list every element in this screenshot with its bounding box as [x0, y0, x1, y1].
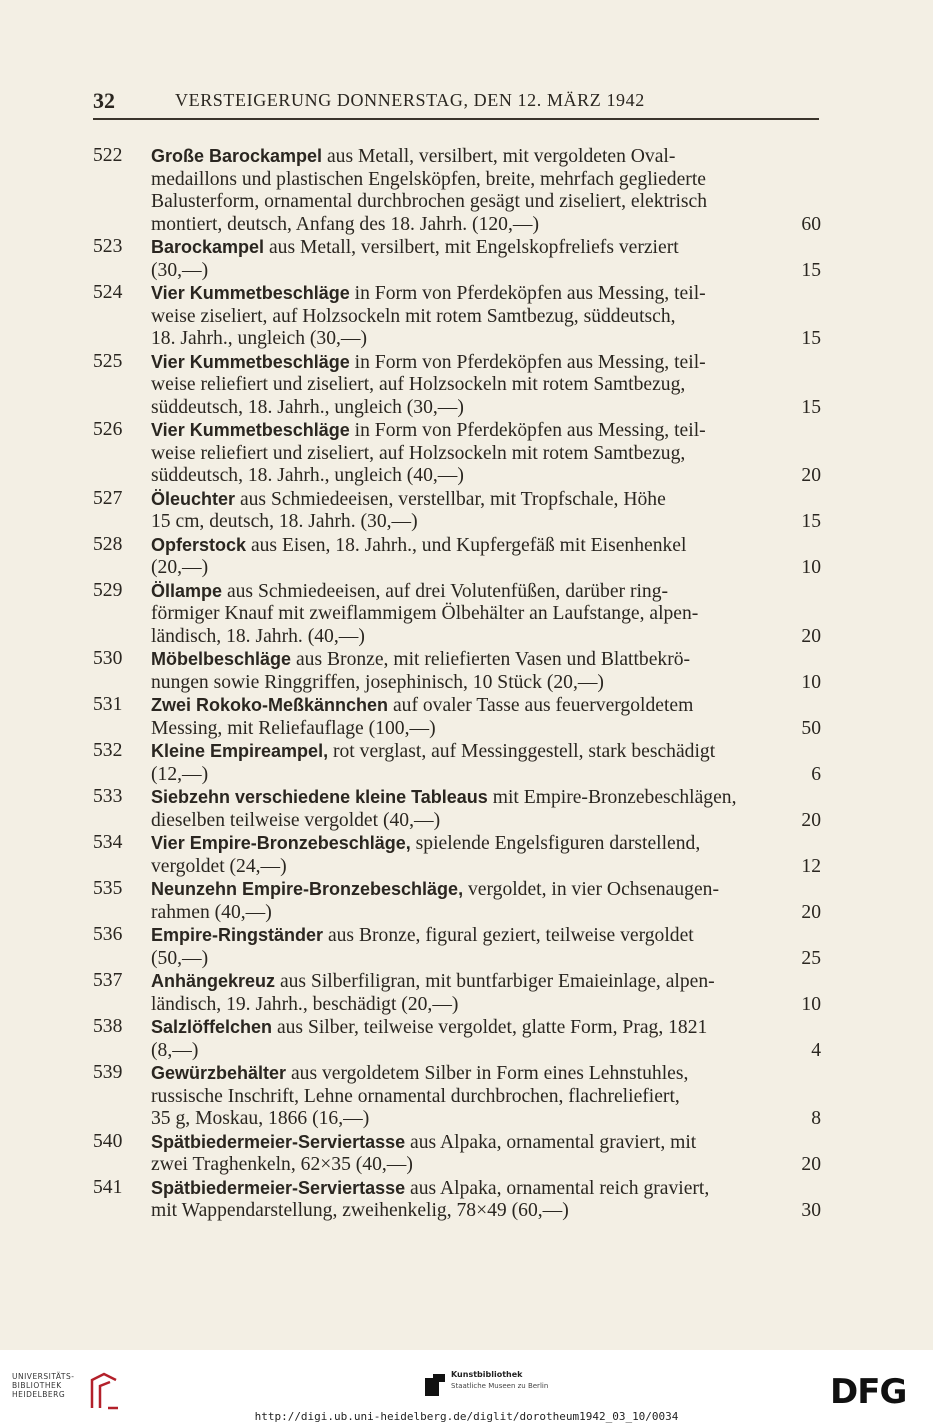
- running-title: VERSTEIGERUNG DONNERSTAG, DEN 12. MÄRZ 1942: [175, 90, 645, 110]
- catalog-entry: [93, 1177, 821, 1223]
- lot-number: 533: [93, 786, 123, 807]
- catalog-entry: [93, 1062, 821, 1131]
- lot-description-last: (30,—): [151, 259, 209, 281]
- lot-number: 532: [93, 740, 123, 761]
- lot-price: 10: [801, 671, 821, 693]
- lot-description-last: Messing, mit Reliefauflage (100,—): [151, 717, 436, 739]
- lot-number: 526: [93, 419, 123, 440]
- lot-price: 12: [801, 855, 821, 877]
- header-rule: [93, 118, 819, 120]
- lot-price: 50: [801, 717, 821, 739]
- kb-line1: Kunstbibliothek: [451, 1370, 523, 1379]
- lot-number: 525: [93, 350, 123, 372]
- catalog-entry: [93, 1016, 821, 1062]
- lot-price: 30: [801, 1200, 821, 1221]
- lot-description-last: süddeutsch, 18. Jahrh., ungleich (30,—): [151, 396, 464, 418]
- kb-line2: Staatliche Museen zu Berlin: [451, 1382, 549, 1390]
- lot-description-last: dieselben teilweise vergoldet (40,—): [151, 809, 441, 831]
- lot-description-line: Empire-Ringständer aus Bronze, figural geziert, teilweise vergoldet: [151, 925, 694, 946]
- lot-description-line: Kleine Empireampel, rot verglast, auf Messinggestell, stark beschädigt: [151, 741, 716, 762]
- lot-number: 537: [93, 970, 123, 991]
- catalog-entry: [93, 419, 821, 488]
- lot-title: Öleuchter: [151, 488, 236, 509]
- catalog-entry: [93, 924, 821, 970]
- lot-description-last: mit Wappendarstellung, zweihenkelig, 78×49 (60,—): [151, 1200, 569, 1221]
- lot-title: Opferstock: [151, 534, 247, 555]
- lot-description-last: ländisch, 18. Jahrh. (40,—): [151, 625, 365, 647]
- lot-description-line: Spätbiedermeier-Serviertasse aus Alpaka, ornamental reich graviert,: [151, 1177, 710, 1199]
- lot-price: 10: [801, 557, 821, 578]
- lot-description-line: Neunzehn Empire-Bronzebeschläge, vergoldet, in vier Ochsenaugen-: [151, 879, 719, 900]
- catalog-entry: [93, 878, 821, 924]
- lot-description-last: süddeutsch, 18. Jahrh., ungleich (40,—): [151, 465, 464, 486]
- lot-number: 534: [93, 832, 123, 853]
- lot-description-line: Vier Kummetbeschläge in Form von Pferdeköpfen aus Messing, teil-: [151, 283, 706, 304]
- lot-title: Möbelbeschläge: [151, 649, 292, 669]
- lot-description-line: medaillons und plastischen Engelsköpfen, breite, mehrfach gegliederte: [151, 168, 706, 190]
- lot-number: 539: [93, 1062, 123, 1083]
- ub-emblem-icon: [86, 1372, 122, 1412]
- kunstbibliothek-mark-icon: [425, 1374, 445, 1396]
- lot-price: 20: [801, 1154, 821, 1175]
- page-number: 32: [93, 88, 115, 113]
- lot-description-line: Zwei Rokoko-Meßkännchen auf ovaler Tasse aus feuervergoldetem: [151, 695, 694, 716]
- page-header: [93, 88, 819, 116]
- lot-description-last: (12,—): [151, 763, 209, 785]
- catalog-entries: [93, 145, 821, 1223]
- lot-price: 20: [801, 809, 821, 831]
- lot-number: 524: [93, 282, 123, 303]
- lot-description-line: Möbelbeschläge aus Bronze, mit reliefierten Vasen und Blattbekrö-: [151, 649, 691, 670]
- lot-title: Große Barockampel: [151, 146, 323, 166]
- catalog-entry: [93, 694, 821, 740]
- lot-description-line: Salzlöffelchen aus Silber, teilweise vergoldet, glatte Form, Prag, 1821: [151, 1017, 708, 1038]
- lot-number: 535: [93, 878, 123, 899]
- catalog-entry: [93, 832, 821, 878]
- lot-number: 528: [93, 533, 123, 555]
- kunstbibliothek-logo[interactable]: [425, 1370, 625, 1410]
- lot-title: Spätbiedermeier-Serviertasse: [151, 1177, 406, 1198]
- ub-heidelberg-logo[interactable]: [12, 1372, 122, 1412]
- lot-title: Spätbiedermeier-Serviertasse: [151, 1131, 406, 1152]
- lot-description-line: Vier Empire-Bronzebeschläge, spielende Engelsfiguren darstellend,: [151, 833, 701, 854]
- permalink-url[interactable]: http://digi.ub.uni-heidelberg.de/diglit/dorotheum1942_03_10/0034: [254, 1410, 679, 1423]
- lot-description-last: (20,—): [151, 557, 209, 578]
- lot-description-line: Balusterform, ornamental durchbrochen gesägt und ziseliert, elektrisch: [151, 191, 708, 212]
- lot-description-line: Siebzehn verschiedene kleine Tableaus mit Empire-Bronzebeschlägen,: [151, 787, 737, 808]
- lot-price: 4: [811, 1039, 821, 1061]
- lot-description-line: Große Barockampel aus Metall, versilbert, mit vergoldeten Oval-: [151, 146, 676, 167]
- footer-bar: [0, 1350, 933, 1425]
- lot-price: 25: [801, 947, 821, 969]
- lot-description-line: weise ziseliert, auf Holzsockeln mit rotem Samtbezug, süddeutsch,: [151, 305, 676, 327]
- lot-price: 15: [801, 396, 821, 418]
- catalog-entry: [93, 145, 821, 236]
- catalog-entry: [93, 580, 821, 649]
- lot-description-line: Anhängekreuz aus Silberfiligran, mit buntfarbiger Emaieinlage, alpen-: [151, 971, 715, 992]
- lot-description-line: Vier Kummetbeschläge in Form von Pferdeköpfen aus Messing, teil-: [151, 420, 706, 441]
- catalog-entry: [93, 786, 821, 832]
- lot-price: 15: [801, 328, 821, 349]
- lot-description-line: weise reliefiert und ziseliert, auf Holzsockeln mit rotem Samtbezug,: [151, 442, 686, 464]
- lot-title: Siebzehn verschiedene kleine Tableaus: [151, 787, 488, 807]
- lot-description-line: weise reliefiert und ziseliert, auf Holzsockeln mit rotem Samtbezug,: [151, 374, 686, 395]
- catalog-entry: [93, 970, 821, 1016]
- lot-description-line: förmiger Knauf mit zweiflammigem Ölbehälter an Laufstange, alpen-: [151, 603, 699, 624]
- ub-line2: BIBLIOTHEK: [12, 1381, 62, 1390]
- lot-description-last: montiert, deutsch, Anfang des 18. Jahrh. (120,—): [151, 213, 539, 235]
- lot-price: 10: [801, 993, 821, 1015]
- lot-number: 536: [93, 924, 123, 945]
- lot-number: 541: [93, 1176, 123, 1198]
- lot-price: 20: [801, 465, 821, 486]
- lot-number: 522: [93, 145, 123, 166]
- lot-title: Empire-Ringständer: [151, 925, 324, 945]
- lot-price: 15: [801, 511, 821, 532]
- lot-description-last: 35 g, Moskau, 1866 (16,—): [151, 1108, 370, 1129]
- lot-title: Vier Kummetbeschläge: [151, 351, 350, 372]
- lot-title: Kleine Empireampel,: [151, 741, 329, 761]
- lot-number: 540: [93, 1130, 123, 1152]
- catalog-entry: [93, 534, 821, 580]
- lot-description-last: zwei Traghenkeln, 62×35 (40,—): [151, 1154, 413, 1175]
- lot-title: Vier Kummetbeschläge: [151, 420, 350, 440]
- catalog-entry: [93, 648, 821, 694]
- lot-price: 8: [811, 1108, 821, 1129]
- lot-title: Anhängekreuz: [151, 971, 276, 991]
- lot-title: Neunzehn Empire-Bronzebeschläge,: [151, 879, 464, 899]
- lot-number: 523: [93, 236, 123, 257]
- ub-line3: HEIDELBERG: [12, 1390, 66, 1399]
- lot-description-last: vergoldet (24,—): [151, 855, 287, 877]
- lot-price: 60: [801, 213, 821, 235]
- lot-description-last: rahmen (40,—): [151, 901, 272, 923]
- lot-description-line: Spätbiedermeier-Serviertasse aus Alpaka, ornamental graviert, mit: [151, 1131, 697, 1153]
- dfg-logo[interactable]: DFG: [830, 1372, 907, 1412]
- lot-description-last: nungen sowie Ringgriffen, josephinisch, 10 Stück (20,—): [151, 671, 604, 693]
- lot-price: 20: [801, 901, 821, 923]
- lot-description-last: ländisch, 19. Jahrh., beschädigt (20,—): [151, 993, 459, 1015]
- lot-description-line: Barockampel aus Metall, versilbert, mit Engelskopfreliefs verziert: [151, 237, 679, 258]
- lot-description-last: 18. Jahrh., ungleich (30,—): [151, 328, 368, 349]
- lot-description-last: (8,—): [151, 1039, 199, 1061]
- lot-number: 530: [93, 648, 123, 669]
- catalog-entry: [93, 740, 821, 786]
- catalog-entry: [93, 488, 821, 534]
- catalog-entry: [93, 282, 821, 351]
- lot-title: Vier Empire-Bronzebeschläge,: [151, 833, 411, 853]
- lot-description-line: Gewürzbehälter aus vergoldetem Silber in Form eines Lehnstuhles,: [151, 1063, 689, 1084]
- lot-description-line: Öleuchter aus Schmiedeeisen, verstellbar, mit Tropfschale, Höhe: [151, 488, 666, 510]
- lot-title: Vier Kummetbeschläge: [151, 283, 350, 303]
- lot-description-line: Opferstock aus Eisen, 18. Jahrh., und Kupfergefäß mit Eisenhenkel: [151, 534, 687, 556]
- lot-title: Öllampe: [151, 580, 223, 601]
- lot-title: Salzlöffelchen: [151, 1017, 273, 1037]
- lot-number: 527: [93, 487, 123, 509]
- lot-price: 6: [811, 763, 821, 785]
- lot-title: Gewürzbehälter: [151, 1063, 287, 1083]
- lot-title: Barockampel: [151, 237, 265, 257]
- lot-number: 531: [93, 694, 123, 715]
- catalog-entry: [93, 1131, 821, 1177]
- lot-price: 15: [801, 259, 821, 281]
- ub-line1: UNIVERSITÄTS-: [12, 1372, 75, 1381]
- catalog-entry: [93, 236, 821, 282]
- lot-title: Zwei Rokoko-Meßkännchen: [151, 695, 389, 715]
- lot-description-line: russische Inschrift, Lehne ornamental durchbrochen, flachreliefiert,: [151, 1085, 680, 1107]
- lot-description-last: (50,—): [151, 947, 209, 969]
- lot-description-last: 15 cm, deutsch, 18. Jahrh. (30,—): [151, 511, 418, 532]
- lot-number: 538: [93, 1016, 123, 1037]
- lot-price: 20: [801, 625, 821, 647]
- lot-number: 529: [93, 579, 123, 601]
- lot-description-line: Öllampe aus Schmiedeeisen, auf drei Volutenfüßen, darüber ring-: [151, 580, 669, 602]
- lot-description-line: Vier Kummetbeschläge in Form von Pferdeköpfen aus Messing, teil-: [151, 351, 706, 373]
- catalog-entry: [93, 351, 821, 420]
